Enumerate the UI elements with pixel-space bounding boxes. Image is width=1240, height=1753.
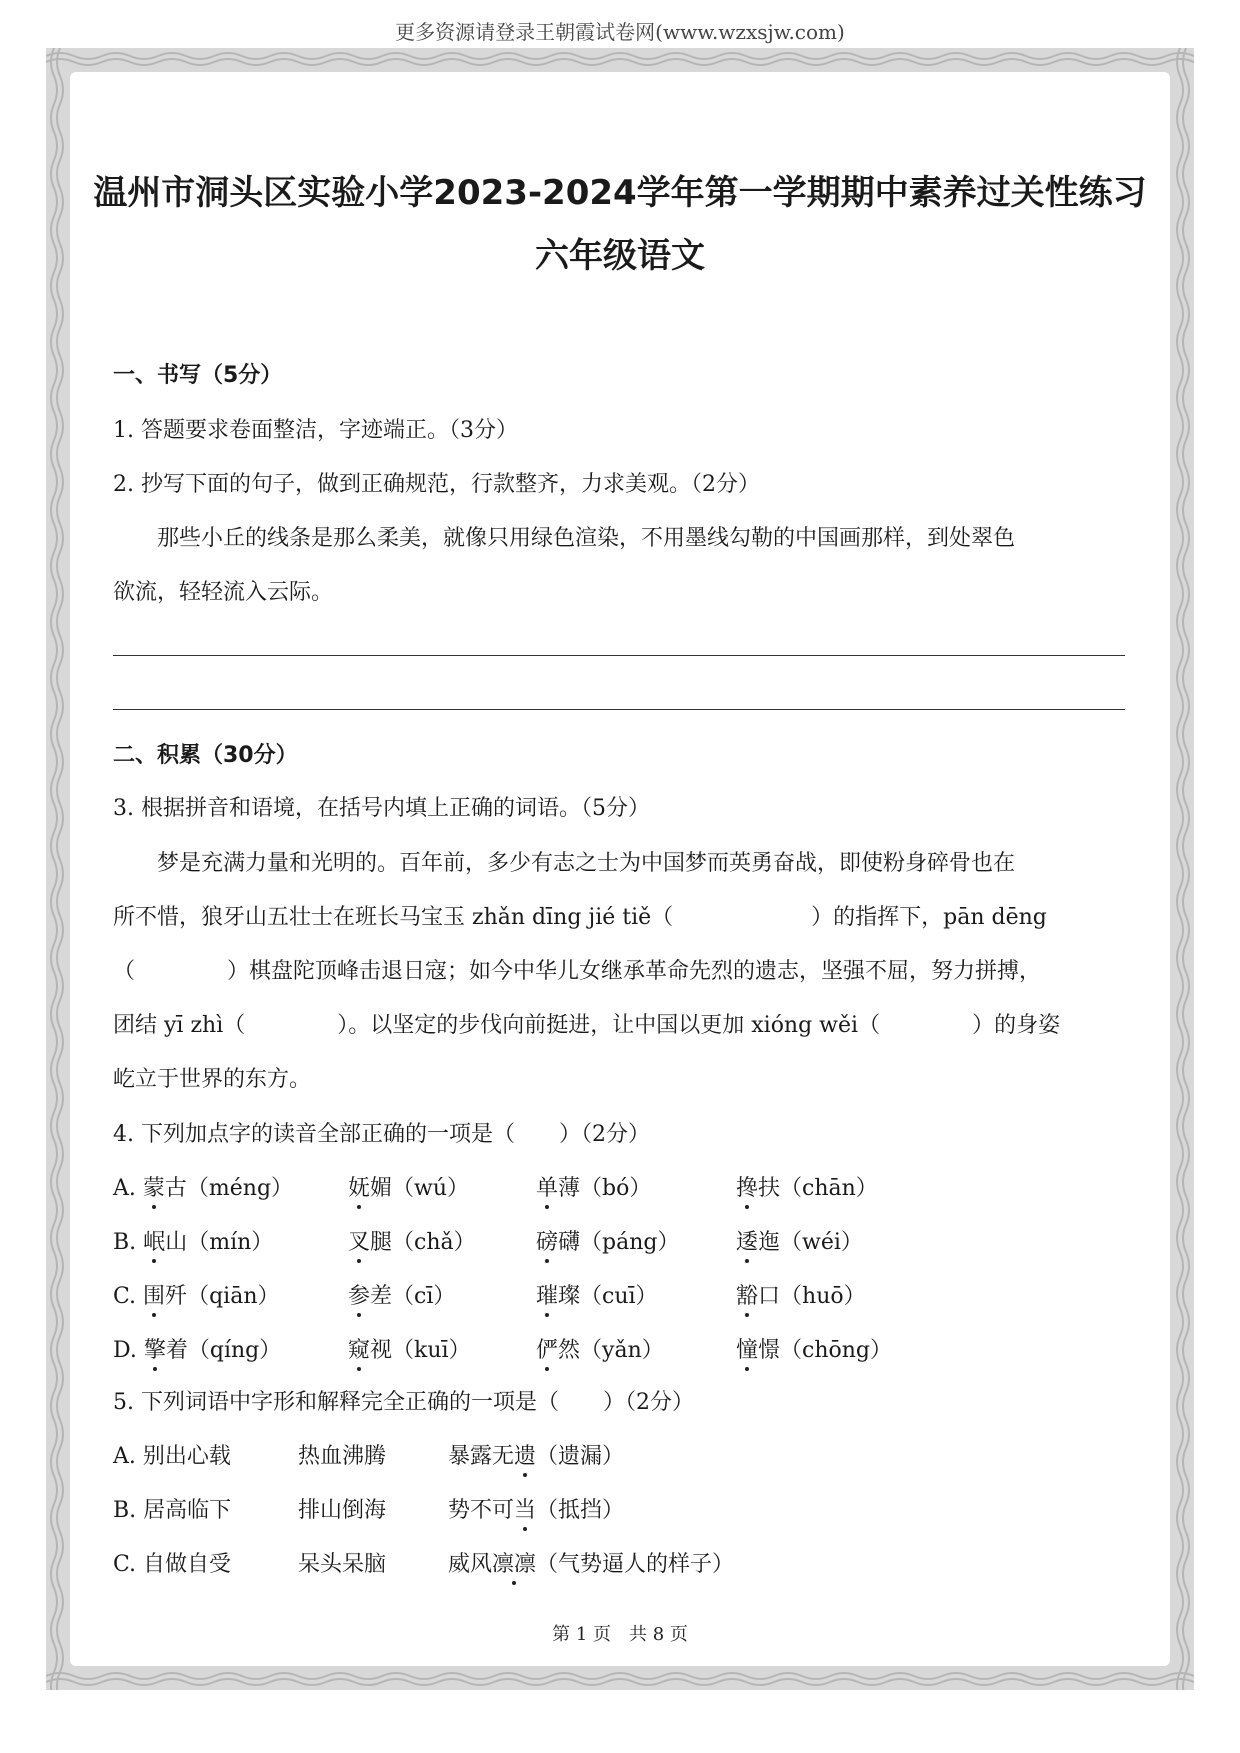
char: 山 bbox=[165, 1230, 188, 1255]
wave-line bbox=[46, 59, 1194, 65]
char: 腿 bbox=[370, 1230, 393, 1255]
word: 热血沸腾 bbox=[298, 1444, 387, 1469]
source-banner: 更多资源请登录王朝霞试卷网(www.wzxsjw.com) bbox=[395, 20, 845, 44]
pinyin: （huō） bbox=[780, 1284, 866, 1309]
option-label: D. bbox=[113, 1338, 137, 1363]
copy-passage-line1: 那些小丘的线条是那么柔美，就像只用绿色渲染，不用墨线勾勒的中国画那样，到处翠色 bbox=[157, 526, 1016, 551]
q3-text: 团结 yī zhì（ bbox=[113, 1013, 246, 1038]
pinyin: （qiān） bbox=[187, 1284, 280, 1309]
q3-passage-line1: 梦是充满力量和光明的。百年前，多少有志之士为中国梦而英勇奋战，即使粉身碎骨也在 bbox=[157, 851, 1016, 876]
option-label: C. bbox=[113, 1284, 137, 1309]
char: 视 bbox=[370, 1338, 393, 1363]
word: 居高临下 bbox=[143, 1498, 232, 1523]
word: 自做自受 bbox=[143, 1552, 232, 1577]
pinyin-choice bbox=[113, 1333, 281, 1364]
dotted-char: 参 bbox=[348, 1279, 370, 1310]
word-with-meaning: 暴露无遗（遗漏） bbox=[448, 1439, 624, 1470]
pinyin-choice bbox=[736, 1171, 878, 1202]
pinyin-choice bbox=[113, 1279, 279, 1310]
char: 口 bbox=[758, 1284, 781, 1309]
char: 憬 bbox=[758, 1338, 781, 1363]
option-label: B. bbox=[113, 1498, 137, 1523]
pinyin-choice bbox=[736, 1333, 892, 1364]
word-with-meaning: 势不可当（抵挡） bbox=[448, 1493, 624, 1524]
section-heading-writing: 一、书写（5分） bbox=[113, 363, 283, 388]
pinyin: （kuī） bbox=[392, 1338, 471, 1363]
char: 礴 bbox=[558, 1230, 581, 1255]
dotted-char: 妩 bbox=[348, 1171, 370, 1202]
dotted-char: 擎 bbox=[144, 1333, 166, 1364]
wave-line bbox=[51, 48, 57, 1690]
pinyin-choice bbox=[113, 1225, 273, 1256]
pinyin-choice bbox=[348, 1279, 455, 1310]
dotted-char: 叉 bbox=[348, 1225, 370, 1256]
question-3: 3. 根据拼音和语境，在括号内填上正确的词语。（5分） bbox=[113, 796, 650, 821]
pinyin: （méng） bbox=[186, 1176, 294, 1201]
dotted-char: 璀 bbox=[536, 1279, 558, 1310]
q3-text: ）的指挥下，pān dēng bbox=[811, 905, 1047, 930]
char: 璨 bbox=[558, 1284, 581, 1309]
wave-line bbox=[46, 1679, 1194, 1685]
page-number: 第 1 页 共 8 页 bbox=[552, 1624, 688, 1645]
option-label: B. bbox=[113, 1230, 137, 1255]
q3-passage-line5: 屹立于世界的东方。 bbox=[113, 1067, 312, 1092]
answer-writing-line-1[interactable] bbox=[113, 655, 1125, 656]
pinyin: （chān） bbox=[780, 1176, 878, 1201]
question-4: 4. 下列加点字的读音全部正确的一项是（ ）（2分） bbox=[113, 1122, 650, 1147]
dotted-char: 俨 bbox=[536, 1333, 558, 1364]
pinyin-choice bbox=[736, 1279, 866, 1310]
question-5: 5. 下列词语中字形和解释完全正确的一项是（ ）（2分） bbox=[113, 1390, 694, 1415]
pinyin: （bó） bbox=[580, 1176, 652, 1201]
answer-writing-line-2[interactable] bbox=[113, 709, 1125, 710]
word-with-meaning: 威风凛凛（气势逼人的样子） bbox=[448, 1547, 734, 1578]
pinyin-choice bbox=[348, 1225, 476, 1256]
dotted-char: 单 bbox=[536, 1171, 558, 1202]
q5-option-b[interactable] bbox=[113, 1493, 231, 1524]
char: 然 bbox=[558, 1338, 581, 1363]
pinyin: （qíng） bbox=[187, 1338, 282, 1363]
dotted-char: 搀 bbox=[736, 1171, 758, 1202]
option-label: C. bbox=[113, 1552, 137, 1577]
dotted-char: 岷 bbox=[143, 1225, 165, 1256]
pinyin: （cuī） bbox=[580, 1284, 658, 1309]
char: 扶 bbox=[758, 1176, 781, 1201]
section-heading-accumulation: 二、积累（30分） bbox=[113, 743, 298, 768]
char: 媚 bbox=[370, 1176, 393, 1201]
q5-option-c[interactable] bbox=[113, 1547, 231, 1578]
char: 迤 bbox=[758, 1230, 781, 1255]
dotted-char: 凛凛 bbox=[492, 1547, 536, 1578]
question-1: 1. 答题要求卷面整洁，字迹端正。（3分） bbox=[113, 418, 518, 443]
pinyin: （mín） bbox=[187, 1230, 274, 1255]
char: 古 bbox=[164, 1176, 187, 1201]
option-label: A. bbox=[113, 1176, 136, 1201]
word: 排山倒海 bbox=[298, 1498, 387, 1523]
pinyin: （páng） bbox=[580, 1230, 680, 1255]
pinyin-choice bbox=[348, 1333, 471, 1364]
q5-option-a[interactable] bbox=[113, 1439, 231, 1470]
word: 别出心载 bbox=[142, 1444, 231, 1469]
pinyin-choice bbox=[536, 1171, 651, 1202]
exam-subtitle: 六年级语文 bbox=[535, 236, 705, 276]
q3-text: ）。以坚定的步伐向前挺进，让中国以更加 xióng wěi（ bbox=[337, 1013, 881, 1038]
pinyin-choice bbox=[736, 1225, 863, 1256]
dotted-char: 憧 bbox=[736, 1333, 758, 1364]
pinyin-choice bbox=[536, 1279, 658, 1310]
pinyin-choice bbox=[113, 1171, 293, 1202]
char: 差 bbox=[370, 1284, 393, 1309]
pinyin: （yǎn） bbox=[580, 1338, 664, 1363]
q3-text: 所不惜，狼牙山五壮士在班长马宝玉 zhǎn dīng jié tiě（ bbox=[113, 905, 674, 930]
pinyin: （chǎ） bbox=[392, 1230, 476, 1255]
dotted-char: 豁 bbox=[736, 1279, 758, 1310]
dotted-char: 磅 bbox=[536, 1225, 558, 1256]
char: 薄 bbox=[558, 1176, 581, 1201]
wave-line bbox=[1183, 48, 1189, 1690]
char: 着 bbox=[165, 1338, 188, 1363]
word: 呆头呆脑 bbox=[298, 1552, 387, 1577]
pinyin: （chōng） bbox=[780, 1338, 893, 1363]
question-2: 2. 抄写下面的句子，做到正确规范，行款整齐，力求美观。（2分） bbox=[113, 472, 760, 497]
dotted-char: 逶 bbox=[736, 1225, 758, 1256]
dotted-char: 蒙 bbox=[143, 1171, 165, 1202]
pinyin-choice bbox=[536, 1333, 664, 1364]
pinyin: （cī） bbox=[392, 1284, 456, 1309]
char: 歼 bbox=[165, 1284, 188, 1309]
pinyin-choice bbox=[536, 1225, 679, 1256]
wave-line bbox=[57, 48, 63, 1690]
q3-text: （ bbox=[113, 959, 136, 984]
q3-text: ）的身姿 bbox=[972, 1013, 1061, 1038]
q3-passage-line3 bbox=[113, 954, 1041, 985]
wave-line bbox=[1177, 48, 1183, 1690]
q3-passage-line2 bbox=[113, 900, 1047, 931]
pinyin: （wéi） bbox=[780, 1230, 863, 1255]
dotted-char: 遗 bbox=[514, 1439, 536, 1470]
dotted-char: 窥 bbox=[348, 1333, 370, 1364]
dotted-char: 围 bbox=[143, 1279, 165, 1310]
q3-text: ）棋盘陀顶峰击退日寇；如今中华儿女继承革命先烈的遗志，坚强不屈，努力拼搏， bbox=[227, 959, 1042, 984]
option-label: A. bbox=[113, 1444, 136, 1469]
q3-passage-line4 bbox=[113, 1008, 1060, 1039]
exam-title: 温州市洞头区实验小学2023-2024学年第一学期期中素养过关性练习 bbox=[93, 173, 1147, 213]
pinyin-choice bbox=[348, 1171, 469, 1202]
dotted-char: 当 bbox=[514, 1493, 536, 1524]
pinyin: （wú） bbox=[392, 1176, 470, 1201]
copy-passage-line2: 欲流，轻轻流入云际。 bbox=[113, 580, 334, 605]
